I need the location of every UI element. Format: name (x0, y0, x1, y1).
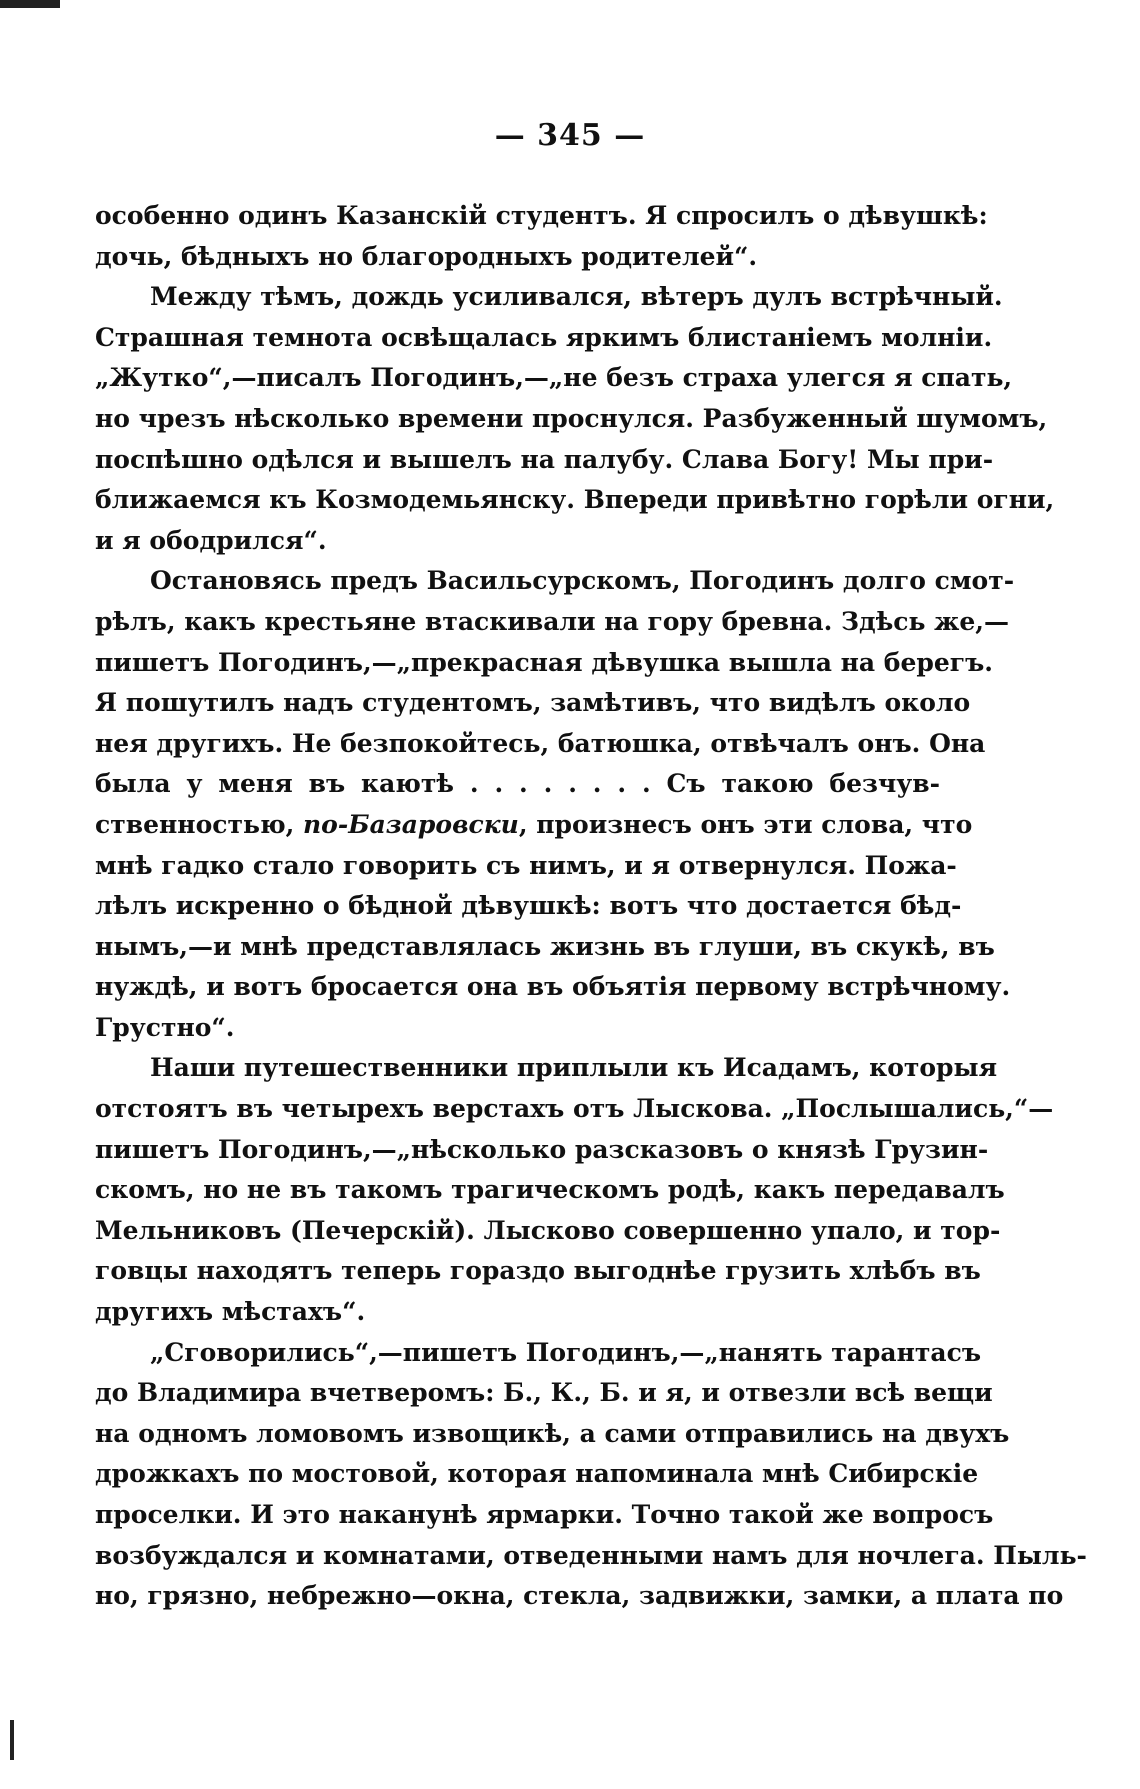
text-line: проселки. И это наканунѣ ярмарки. Точно такой же вопросъ (95, 1500, 994, 1529)
page-number: — 345 — (494, 118, 646, 153)
text-line: Между тѣмъ, дождь усиливался, вѣтеръ дулъ встрѣчный. (150, 282, 1003, 312)
text-line: дочь, бѣдныхъ но благородныхъ родителей“. (95, 241, 758, 271)
text-line: нымъ,—и мнѣ представлялась жизнь въ глуши, въ скукѣ, въ (95, 931, 995, 961)
text-line: пишетъ Погодинъ,—„прекрасная дѣвушка вышла на берегъ. (95, 647, 993, 677)
text-line: говцы находятъ теперь гораздо выгоднѣе грузить хлѣбъ въ (95, 1256, 981, 1286)
text-line: была у меня въ каютѣ . . . . . . . . Съ такою безчув- (95, 769, 940, 799)
text-line: другихъ мѣстахъ“. (95, 1297, 366, 1327)
text-line: Страшная темнота освѣщалась яркимъ блистаніемъ молніи. (95, 322, 993, 352)
text-line: нуждѣ, и вотъ бросается она въ объятія первому встрѣчному. (95, 972, 1011, 1002)
text-line: Грустно“. (95, 1012, 235, 1042)
text-line: скомъ, но не въ такомъ трагическомъ родѣ, какъ передавалъ (95, 1175, 1005, 1205)
text-line: Мельниковъ (Печерскій). Лысково совершенно упало, и тор- (95, 1215, 1001, 1245)
text-line: и я ободрился“. (95, 525, 327, 555)
text-line: поспѣшно одѣлся и вышелъ на палубу. Слава Богу! Мы при- (95, 444, 994, 474)
text-line: мнѣ гадко стало говорить съ нимъ, и я отвернулся. Пожа- (95, 850, 957, 880)
scan-artifact-bottom-left (10, 1720, 14, 1760)
text-line: рѣлъ, какъ крестьяне втаскивали на гору бревна. Здѣсь же,— (95, 606, 1010, 636)
text-line: особенно одинъ Казанскій студентъ. Я спросилъ о дѣвушкѣ: (95, 201, 988, 230)
text-line: „Сговорились“,—пишетъ Погодинъ,—„нанять тарантасъ (150, 1337, 981, 1367)
italic-word: по-Базаровски (302, 809, 519, 839)
body-text (95, 196, 1087, 1617)
text-line: Остановясь предъ Васильсурскомъ, Погодинъ долго смот- (150, 566, 1015, 596)
text-line: но, грязно, небрежно—окна, стекла, задвижки, замки, а плата по (95, 1581, 1064, 1611)
text-line: ственностью, по-Базаровски, произнесъ онъ эти слова, что (95, 809, 973, 839)
text-line: на одномъ ломовомъ извощикѣ, а сами отправились на двухъ (95, 1418, 1010, 1448)
text-line: пишетъ Погодинъ,—„нѣсколько разсказовъ о князѣ Грузин- (95, 1134, 989, 1164)
text-line: до Владимира вчетверомъ: Б., К., Б. и я, и отвезли всѣ вещи (95, 1378, 993, 1408)
text-line: но чрезъ нѣсколько времени проснулся. Разбуженный шумомъ, (95, 403, 1048, 433)
text-line: ближаемся къ Козмодемьянску. Впереди привѣтно горѣли огни, (95, 485, 1055, 515)
paragraph-text (95, 196, 1087, 1617)
text-line: „Жутко“,—писалъ Погодинъ,—„не безъ страха улегся я спать, (95, 363, 1013, 393)
text-line: дрожкахъ по мостовой, которая напоминала мнѣ Сибирскіе (95, 1459, 979, 1489)
text-line: Я пошутилъ надъ студентомъ, замѣтивъ, что видѣлъ около (95, 688, 971, 718)
text-line: лѣлъ искренно о бѣдной дѣвушкѣ: вотъ что достается бѣд- (95, 891, 962, 921)
text-line: отстоятъ въ четырехъ верстахъ отъ Лыскова. „Послышались,“— (95, 1094, 1054, 1124)
text-line: Наши путешественники приплыли къ Исадамъ, которыя (150, 1053, 998, 1083)
text-line: возбуждался и комнатами, отведенными намъ для ночлега. Пыль- (95, 1540, 1087, 1570)
scan-artifact-top-left (0, 0, 60, 8)
text-line: нея другихъ. Не безпокойтесь, батюшка, отвѣчалъ онъ. Она (95, 728, 986, 758)
